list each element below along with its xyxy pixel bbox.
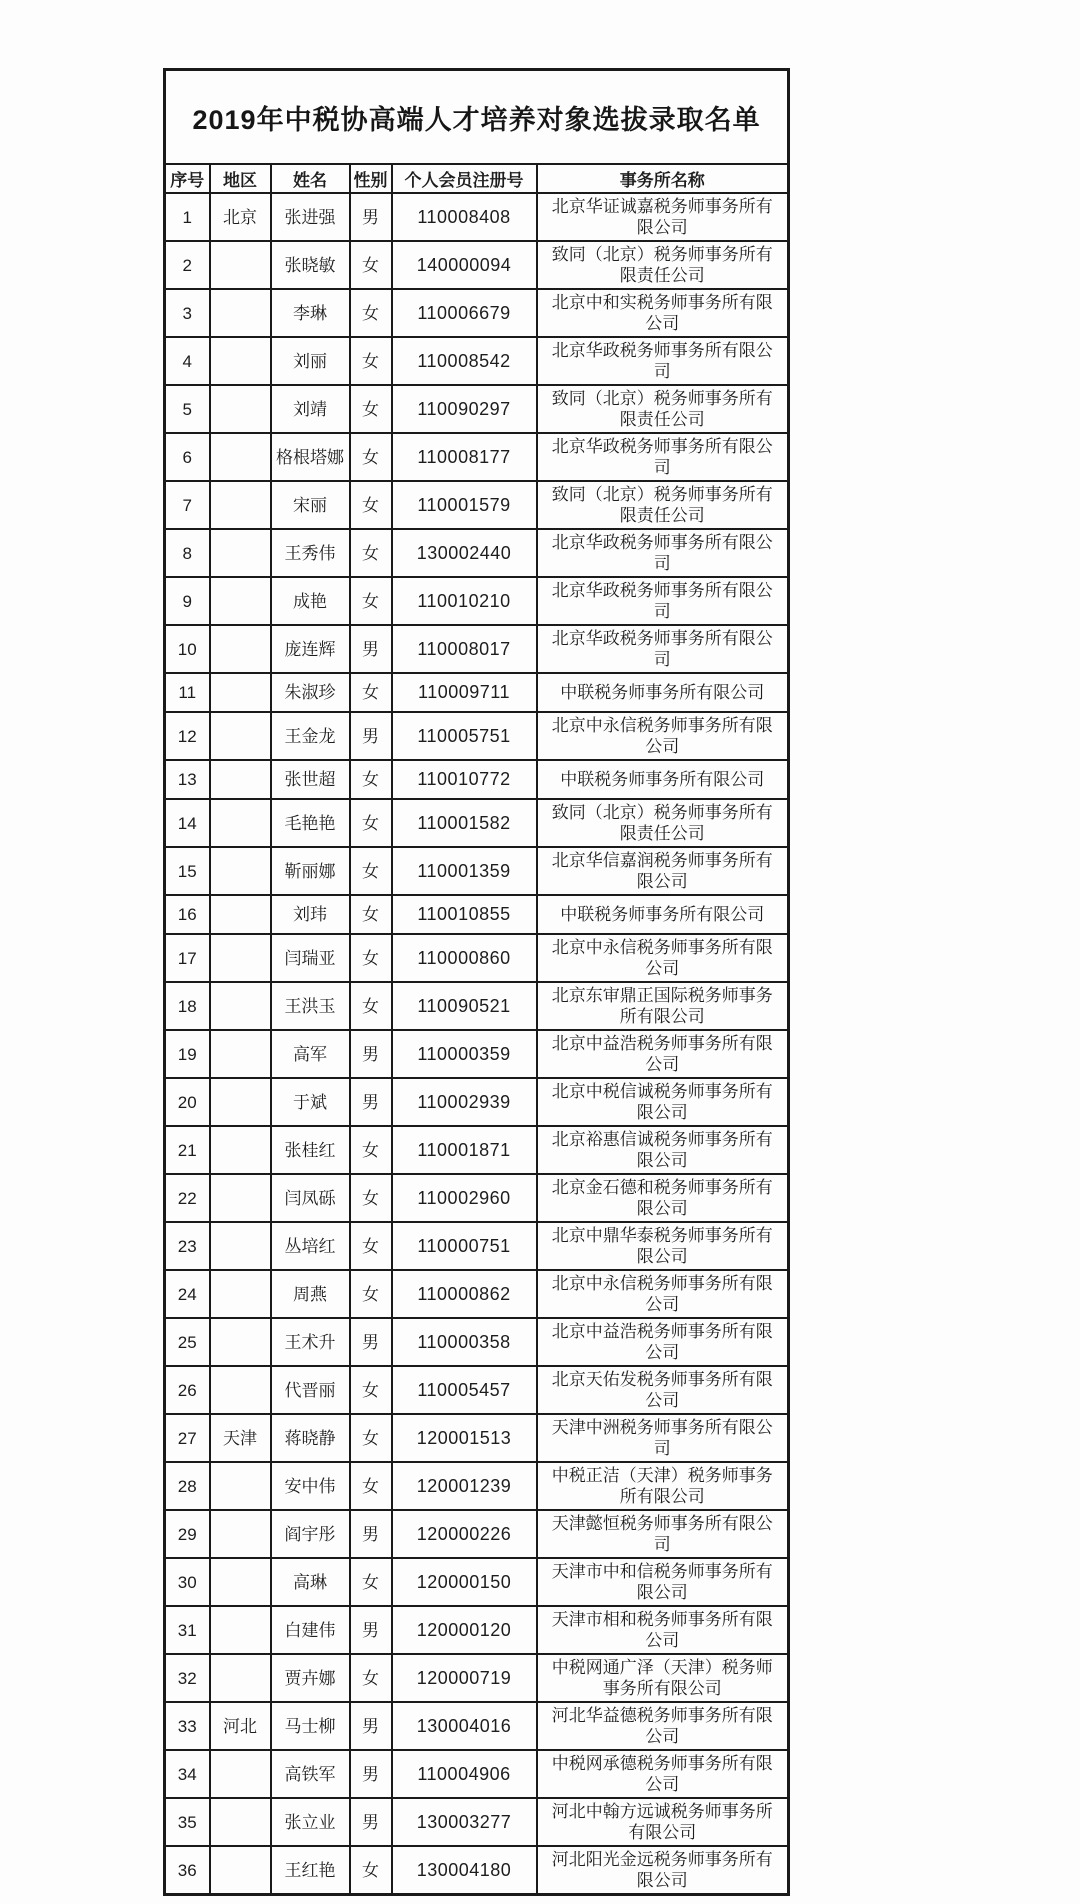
cell-firm: 北京华证诚嘉税务师事务所有限公司: [537, 193, 789, 241]
cell-name: 周燕: [271, 1270, 350, 1318]
table-row: [165, 712, 789, 760]
cell-gender: 女: [350, 895, 392, 934]
cell-region: [210, 385, 271, 433]
table-row: [165, 1510, 789, 1558]
cell-gender: 女: [350, 1126, 392, 1174]
cell-member_id: 110001359: [392, 847, 537, 895]
cell-member_id: 110002960: [392, 1174, 537, 1222]
cell-firm: 中联税务师事务所有限公司: [537, 895, 789, 934]
cell-index: 25: [165, 1318, 210, 1366]
cell-firm: 中税网承德税务师事务所有限公司: [537, 1750, 789, 1798]
cell-name: 高铁军: [271, 1750, 350, 1798]
column-header-member_id: 个人会员注册号: [392, 164, 537, 193]
cell-member_id: 110008177: [392, 433, 537, 481]
cell-firm: 中联税务师事务所有限公司: [537, 673, 789, 712]
cell-member_id: 110001871: [392, 1126, 537, 1174]
cell-member_id: 110005751: [392, 712, 537, 760]
table-row: [165, 1798, 789, 1846]
table-row: [165, 1558, 789, 1606]
cell-index: 12: [165, 712, 210, 760]
cell-region: [210, 1222, 271, 1270]
table-row: [165, 1174, 789, 1222]
cell-gender: 女: [350, 1414, 392, 1462]
cell-gender: 男: [350, 1750, 392, 1798]
column-header-region: 地区: [210, 164, 271, 193]
cell-name: 刘玮: [271, 895, 350, 934]
cell-name: 马士柳: [271, 1702, 350, 1750]
cell-index: 23: [165, 1222, 210, 1270]
cell-member_id: 140000094: [392, 241, 537, 289]
cell-region: [210, 712, 271, 760]
cell-region: [210, 1558, 271, 1606]
cell-firm: 北京金石德和税务师事务所有限公司: [537, 1174, 789, 1222]
cell-gender: 女: [350, 1222, 392, 1270]
cell-gender: 女: [350, 982, 392, 1030]
cell-member_id: 110090297: [392, 385, 537, 433]
cell-member_id: 110008017: [392, 625, 537, 673]
cell-firm: 北京华政税务师事务所有限公司: [537, 337, 789, 385]
cell-region: [210, 1654, 271, 1702]
cell-gender: 女: [350, 1462, 392, 1510]
cell-member_id: 120001513: [392, 1414, 537, 1462]
cell-firm: 北京裕惠信诚税务师事务所有限公司: [537, 1126, 789, 1174]
cell-name: 张桂红: [271, 1126, 350, 1174]
cell-name: 张立业: [271, 1798, 350, 1846]
cell-region: [210, 337, 271, 385]
cell-firm: 河北华益德税务师事务所有限公司: [537, 1702, 789, 1750]
cell-firm: 致同（北京）税务师事务所有限责任公司: [537, 799, 789, 847]
table-row: [165, 337, 789, 385]
cell-index: 33: [165, 1702, 210, 1750]
cell-gender: 女: [350, 760, 392, 799]
cell-name: 代晋丽: [271, 1366, 350, 1414]
cell-name: 毛艳艳: [271, 799, 350, 847]
cell-region: [210, 529, 271, 577]
cell-firm: 北京中益浩税务师事务所有限公司: [537, 1318, 789, 1366]
cell-region: [210, 1798, 271, 1846]
table-row: [165, 289, 789, 337]
cell-firm: 致同（北京）税务师事务所有限责任公司: [537, 481, 789, 529]
cell-region: [210, 982, 271, 1030]
cell-region: [210, 1846, 271, 1895]
cell-name: 闫瑞亚: [271, 934, 350, 982]
cell-index: 17: [165, 934, 210, 982]
cell-firm: 北京华政税务师事务所有限公司: [537, 577, 789, 625]
cell-region: [210, 1366, 271, 1414]
cell-index: 20: [165, 1078, 210, 1126]
cell-firm: 北京华政税务师事务所有限公司: [537, 625, 789, 673]
table-title: 2019年中税协高端人才培养对象选拔录取名单: [165, 70, 789, 165]
cell-index: 34: [165, 1750, 210, 1798]
cell-region: [210, 1750, 271, 1798]
cell-index: 13: [165, 760, 210, 799]
cell-index: 22: [165, 1174, 210, 1222]
cell-name: 王洪玉: [271, 982, 350, 1030]
cell-firm: 天津市相和税务师事务所有限公司: [537, 1606, 789, 1654]
cell-name: 朱淑珍: [271, 673, 350, 712]
cell-index: 29: [165, 1510, 210, 1558]
cell-name: 蒋晓静: [271, 1414, 350, 1462]
cell-region: [210, 1174, 271, 1222]
table-row: [165, 385, 789, 433]
table-row: [165, 577, 789, 625]
cell-name: 高琳: [271, 1558, 350, 1606]
cell-gender: 男: [350, 625, 392, 673]
cell-firm: 北京华信嘉润税务师事务所有限公司: [537, 847, 789, 895]
cell-index: 27: [165, 1414, 210, 1462]
cell-region: [210, 1462, 271, 1510]
cell-index: 1: [165, 193, 210, 241]
cell-index: 8: [165, 529, 210, 577]
cell-member_id: 110002939: [392, 1078, 537, 1126]
cell-name: 成艳: [271, 577, 350, 625]
cell-firm: 河北中翰方远诚税务师事务所有限公司: [537, 1798, 789, 1846]
cell-index: 30: [165, 1558, 210, 1606]
cell-gender: 男: [350, 1318, 392, 1366]
cell-gender: 女: [350, 673, 392, 712]
cell-name: 张世超: [271, 760, 350, 799]
cell-name: 张晓敏: [271, 241, 350, 289]
cell-index: 32: [165, 1654, 210, 1702]
cell-index: 11: [165, 673, 210, 712]
cell-gender: 女: [350, 337, 392, 385]
table-row: [165, 1846, 789, 1895]
roster-sheet: [163, 68, 790, 1896]
cell-name: 安中伟: [271, 1462, 350, 1510]
cell-member_id: 130003277: [392, 1798, 537, 1846]
cell-gender: 男: [350, 1030, 392, 1078]
cell-index: 18: [165, 982, 210, 1030]
cell-gender: 男: [350, 712, 392, 760]
roster-table: [163, 68, 790, 1896]
table-row: [165, 433, 789, 481]
cell-member_id: 110005457: [392, 1366, 537, 1414]
cell-name: 王金龙: [271, 712, 350, 760]
cell-index: 2: [165, 241, 210, 289]
cell-region: [210, 1606, 271, 1654]
cell-gender: 女: [350, 1846, 392, 1895]
cell-firm: 河北阳光金远税务师事务所有限公司: [537, 1846, 789, 1895]
cell-firm: 北京中永信税务师事务所有限公司: [537, 1270, 789, 1318]
cell-region: [210, 481, 271, 529]
table-row: [165, 1702, 789, 1750]
cell-region: [210, 577, 271, 625]
cell-region: 天津: [210, 1414, 271, 1462]
cell-index: 4: [165, 337, 210, 385]
cell-name: 格根塔娜: [271, 433, 350, 481]
cell-member_id: 110010855: [392, 895, 537, 934]
cell-index: 19: [165, 1030, 210, 1078]
cell-gender: 女: [350, 847, 392, 895]
cell-firm: 北京中税信诚税务师事务所有限公司: [537, 1078, 789, 1126]
cell-region: [210, 1078, 271, 1126]
cell-index: 6: [165, 433, 210, 481]
cell-gender: 男: [350, 1798, 392, 1846]
cell-region: 河北: [210, 1702, 271, 1750]
cell-index: 5: [165, 385, 210, 433]
cell-firm: 天津懿恒税务师事务所有限公司: [537, 1510, 789, 1558]
table-row: [165, 1654, 789, 1702]
table-row: [165, 1414, 789, 1462]
cell-region: [210, 673, 271, 712]
cell-member_id: 110000358: [392, 1318, 537, 1366]
cell-gender: 女: [350, 1174, 392, 1222]
cell-member_id: 130002440: [392, 529, 537, 577]
cell-gender: 女: [350, 385, 392, 433]
table-row: [165, 193, 789, 241]
cell-index: 15: [165, 847, 210, 895]
cell-region: [210, 895, 271, 934]
cell-index: 35: [165, 1798, 210, 1846]
cell-name: 刘丽: [271, 337, 350, 385]
cell-gender: 男: [350, 1078, 392, 1126]
cell-gender: 女: [350, 289, 392, 337]
cell-firm: 北京华政税务师事务所有限公司: [537, 433, 789, 481]
cell-firm: 天津中洲税务师事务所有限公司: [537, 1414, 789, 1462]
cell-name: 阎宇彤: [271, 1510, 350, 1558]
cell-member_id: 110000862: [392, 1270, 537, 1318]
cell-name: 靳丽娜: [271, 847, 350, 895]
cell-name: 丛培红: [271, 1222, 350, 1270]
table-row: [165, 847, 789, 895]
cell-name: 王术升: [271, 1318, 350, 1366]
cell-index: 10: [165, 625, 210, 673]
cell-region: [210, 289, 271, 337]
cell-gender: 女: [350, 241, 392, 289]
cell-member_id: 120000150: [392, 1558, 537, 1606]
cell-name: 王秀伟: [271, 529, 350, 577]
cell-gender: 女: [350, 433, 392, 481]
cell-member_id: 130004016: [392, 1702, 537, 1750]
header-row: [165, 164, 789, 193]
cell-region: [210, 760, 271, 799]
cell-name: 宋丽: [271, 481, 350, 529]
cell-region: [210, 1030, 271, 1078]
table-row: [165, 481, 789, 529]
cell-index: 31: [165, 1606, 210, 1654]
table-row: [165, 934, 789, 982]
cell-member_id: 110000751: [392, 1222, 537, 1270]
cell-member_id: 110006679: [392, 289, 537, 337]
table-row: [165, 1222, 789, 1270]
table-row: [165, 625, 789, 673]
cell-gender: 女: [350, 1654, 392, 1702]
cell-name: 李琳: [271, 289, 350, 337]
cell-gender: 女: [350, 799, 392, 847]
table-row: [165, 1366, 789, 1414]
cell-gender: 女: [350, 529, 392, 577]
cell-firm: 北京中益浩税务师事务所有限公司: [537, 1030, 789, 1078]
cell-firm: 北京华政税务师事务所有限公司: [537, 529, 789, 577]
column-header-index: 序号: [165, 164, 210, 193]
table-row: [165, 529, 789, 577]
table-row: [165, 1270, 789, 1318]
cell-member_id: 110004906: [392, 1750, 537, 1798]
cell-index: 14: [165, 799, 210, 847]
cell-gender: 女: [350, 1270, 392, 1318]
cell-name: 庞连辉: [271, 625, 350, 673]
cell-region: [210, 433, 271, 481]
cell-firm: 中联税务师事务所有限公司: [537, 760, 789, 799]
cell-member_id: 120000226: [392, 1510, 537, 1558]
column-header-firm: 事务所名称: [537, 164, 789, 193]
table-row: [165, 241, 789, 289]
cell-firm: 致同（北京）税务师事务所有限责任公司: [537, 385, 789, 433]
column-header-name: 姓名: [271, 164, 350, 193]
cell-member_id: 120001239: [392, 1462, 537, 1510]
table-row: [165, 799, 789, 847]
cell-member_id: 110008408: [392, 193, 537, 241]
cell-gender: 男: [350, 1606, 392, 1654]
cell-name: 张进强: [271, 193, 350, 241]
cell-region: [210, 1126, 271, 1174]
column-header-gender: 性别: [350, 164, 392, 193]
cell-name: 刘靖: [271, 385, 350, 433]
cell-region: [210, 934, 271, 982]
cell-firm: 天津市中和信税务师事务所有限公司: [537, 1558, 789, 1606]
cell-member_id: 110010210: [392, 577, 537, 625]
cell-region: [210, 625, 271, 673]
cell-gender: 女: [350, 1558, 392, 1606]
cell-region: [210, 847, 271, 895]
cell-firm: 北京中永信税务师事务所有限公司: [537, 712, 789, 760]
cell-region: 北京: [210, 193, 271, 241]
cell-member_id: 120000120: [392, 1606, 537, 1654]
cell-index: 16: [165, 895, 210, 934]
cell-firm: 致同（北京）税务师事务所有限责任公司: [537, 241, 789, 289]
cell-gender: 男: [350, 1510, 392, 1558]
cell-member_id: 110009711: [392, 673, 537, 712]
table-row: [165, 1126, 789, 1174]
title-row: [165, 70, 789, 165]
cell-member_id: 110001582: [392, 799, 537, 847]
cell-member_id: 110000860: [392, 934, 537, 982]
table-body: [165, 193, 789, 1895]
table-row: [165, 673, 789, 712]
table-row: [165, 982, 789, 1030]
cell-member_id: 130004180: [392, 1846, 537, 1895]
cell-firm: 北京东审鼎正国际税务师事务所有限公司: [537, 982, 789, 1030]
cell-gender: 女: [350, 1366, 392, 1414]
cell-firm: 中税网通广泽（天津）税务师事务所有限公司: [537, 1654, 789, 1702]
cell-member_id: 110090521: [392, 982, 537, 1030]
cell-index: 7: [165, 481, 210, 529]
table-row: [165, 1318, 789, 1366]
cell-firm: 北京天佑发税务师事务所有限公司: [537, 1366, 789, 1414]
cell-member_id: 110008542: [392, 337, 537, 385]
table-row: [165, 1030, 789, 1078]
cell-firm: 北京中和实税务师事务所有限公司: [537, 289, 789, 337]
cell-gender: 女: [350, 481, 392, 529]
cell-index: 3: [165, 289, 210, 337]
cell-firm: 北京中永信税务师事务所有限公司: [537, 934, 789, 982]
cell-member_id: 110010772: [392, 760, 537, 799]
cell-name: 王红艳: [271, 1846, 350, 1895]
cell-region: [210, 241, 271, 289]
cell-member_id: 110000359: [392, 1030, 537, 1078]
cell-name: 白建伟: [271, 1606, 350, 1654]
cell-name: 于斌: [271, 1078, 350, 1126]
cell-index: 9: [165, 577, 210, 625]
cell-gender: 男: [350, 193, 392, 241]
cell-gender: 女: [350, 577, 392, 625]
table-row: [165, 895, 789, 934]
cell-gender: 男: [350, 1702, 392, 1750]
table-row: [165, 1078, 789, 1126]
cell-firm: 中税正洁（天津）税务师事务所有限公司: [537, 1462, 789, 1510]
cell-member_id: 120000719: [392, 1654, 537, 1702]
cell-gender: 女: [350, 934, 392, 982]
cell-region: [210, 799, 271, 847]
table-row: [165, 1750, 789, 1798]
cell-index: 36: [165, 1846, 210, 1895]
table-row: [165, 760, 789, 799]
cell-index: 24: [165, 1270, 210, 1318]
cell-name: 高军: [271, 1030, 350, 1078]
cell-member_id: 110001579: [392, 481, 537, 529]
cell-index: 28: [165, 1462, 210, 1510]
table-row: [165, 1462, 789, 1510]
cell-firm: 北京中鼎华泰税务师事务所有限公司: [537, 1222, 789, 1270]
cell-index: 21: [165, 1126, 210, 1174]
cell-region: [210, 1318, 271, 1366]
cell-index: 26: [165, 1366, 210, 1414]
cell-name: 闫凤砾: [271, 1174, 350, 1222]
table-row: [165, 1606, 789, 1654]
cell-region: [210, 1510, 271, 1558]
cell-name: 贾卉娜: [271, 1654, 350, 1702]
cell-region: [210, 1270, 271, 1318]
